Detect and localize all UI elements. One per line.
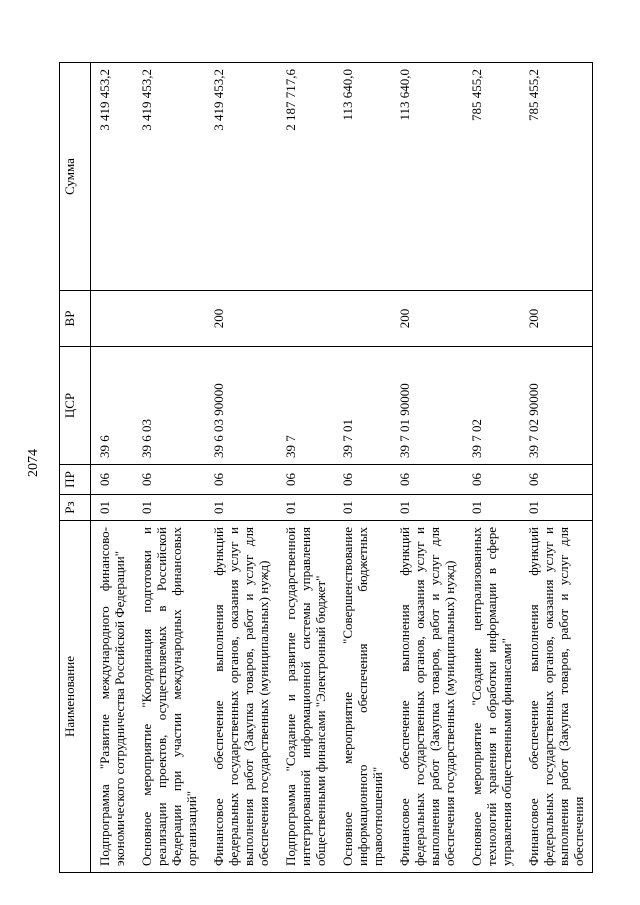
header-vr: ВР — [60, 291, 91, 347]
page-number — [24, 443, 44, 483]
row-pr: 06 — [520, 465, 593, 495]
row-name: Финансовое обеспечение выполнения функций федеральных государственных органов, оказания услуг и выполнения работ (Закупка товаров, работ и услуг для обеспечения — [520, 521, 593, 873]
row-pr: 06 — [463, 465, 520, 495]
table-row — [391, 63, 463, 873]
row-name: Финансовое обеспечение выполнения функций федеральных государственных органов, оказания услуг и выполнения работ (Закупка товаров, работ и услуг для обеспечения государственных (муниципальных) нужд) — [205, 521, 277, 873]
row-name: Основное мероприятие "Координация подготовки и реализации проектов, осуществляемых в Российской Федерации при участии международных финансовых организаций" — [133, 521, 205, 873]
header-pr: ПР — [60, 465, 91, 495]
table-row — [463, 63, 520, 873]
row-csr: 39 6 03 90000 — [205, 347, 277, 465]
header-name: Наименование — [60, 521, 91, 873]
row-pr: 06 — [133, 465, 205, 495]
row-rz: 01 — [133, 495, 205, 521]
page-number-text: 2074 — [26, 449, 41, 477]
row-vr — [334, 291, 391, 347]
row-sum: 113 640,0 — [334, 63, 391, 291]
row-sum: 785 455,2 — [520, 63, 593, 291]
budget-table-sheet — [59, 63, 586, 873]
row-name: Подпрограмма "Создание и развитие государственной интегрированной информационной системы управления общественными финансами "Электронный бюджет" — [277, 521, 334, 873]
table-row — [133, 63, 205, 873]
table-row — [334, 63, 391, 873]
row-rz: 01 — [520, 495, 593, 521]
row-csr: 39 6 — [91, 347, 134, 465]
row-name: Основное мероприятие "Совершенствование информационного обеспечения бюджетных правоотношений" — [334, 521, 391, 873]
row-vr: 200 — [205, 291, 277, 347]
row-vr — [463, 291, 520, 347]
row-pr: 06 — [334, 465, 391, 495]
row-csr: 39 7 — [277, 347, 334, 465]
row-name: Подпрограмма "Развитие международного финансово-экономического сотрудничества Российской Федерации" — [91, 521, 134, 873]
header-csr: ЦСР — [60, 347, 91, 465]
row-csr: 39 7 02 — [463, 347, 520, 465]
table-row — [205, 63, 277, 873]
table-row — [91, 63, 134, 873]
budget-table — [59, 62, 593, 873]
row-csr: 39 7 01 — [334, 347, 391, 465]
row-sum: 3 419 453,2 — [91, 63, 134, 291]
row-rz: 01 — [277, 495, 334, 521]
row-name: Финансовое обеспечение выполнения функций федеральных государственных органов, оказания услуг и выполнения работ (Закупка товаров, работ и услуг для обеспечения государственных (муниципальных) нужд) — [391, 521, 463, 873]
row-vr — [277, 291, 334, 347]
row-vr: 200 — [520, 291, 593, 347]
row-pr: 06 — [391, 465, 463, 495]
row-pr: 06 — [205, 465, 277, 495]
row-csr: 39 6 03 — [133, 347, 205, 465]
table-row — [277, 63, 334, 873]
table-header-row — [60, 63, 91, 873]
header-sum: Сумма — [60, 63, 91, 291]
row-sum: 3 419 453,2 — [205, 63, 277, 291]
row-csr: 39 7 01 90000 — [391, 347, 463, 465]
table-row — [520, 63, 593, 873]
rotated-table-wrapper — [59, 63, 586, 873]
row-rz: 01 — [334, 495, 391, 521]
row-vr: 200 — [391, 291, 463, 347]
row-vr — [133, 291, 205, 347]
header-rz: Рз — [60, 495, 91, 521]
row-pr: 06 — [91, 465, 134, 495]
row-rz: 01 — [205, 495, 277, 521]
row-sum: 3 419 453,2 — [133, 63, 205, 291]
row-pr: 06 — [277, 465, 334, 495]
row-csr: 39 7 02 90000 — [520, 347, 593, 465]
row-name: Основное мероприятие "Создание централизованных технологий хранения и обработки информации в сфере управления общественными финансами" — [463, 521, 520, 873]
row-rz: 01 — [391, 495, 463, 521]
row-vr — [91, 291, 134, 347]
row-sum: 2 187 717,6 — [277, 63, 334, 291]
row-rz: 01 — [91, 495, 134, 521]
row-rz: 01 — [463, 495, 520, 521]
row-sum: 785 455,2 — [463, 63, 520, 291]
row-sum: 113 640,0 — [391, 63, 463, 291]
